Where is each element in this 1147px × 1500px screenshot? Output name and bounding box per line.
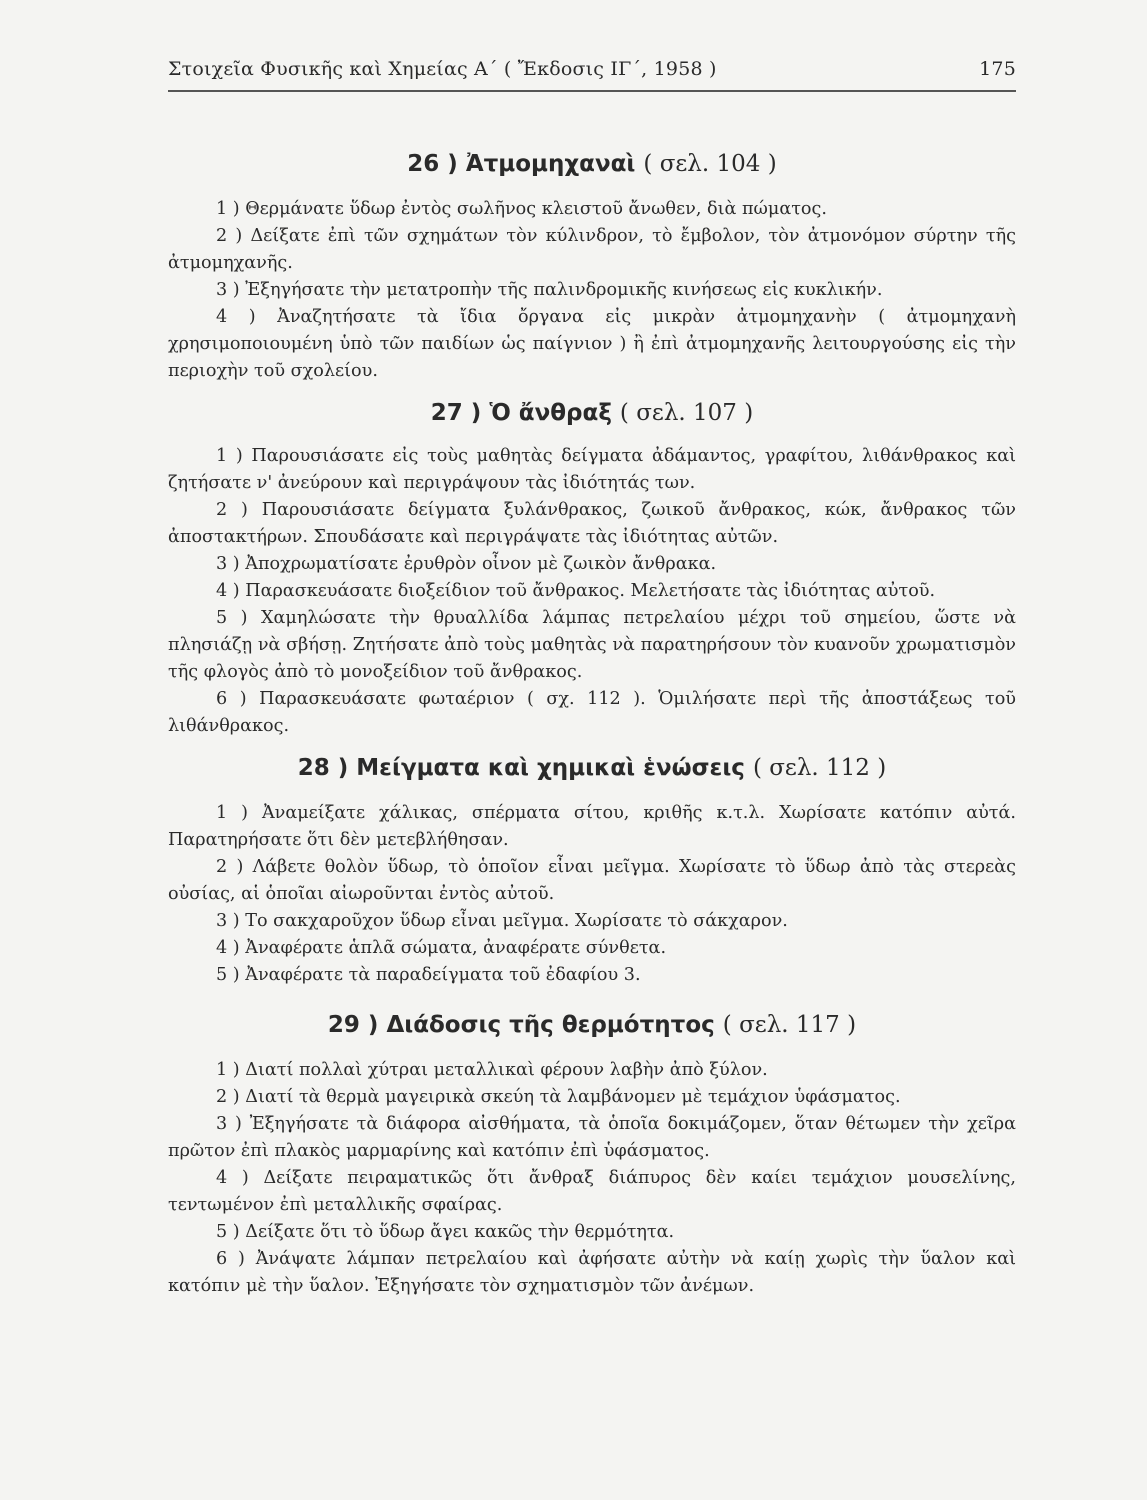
page-reference: ( σελ. 117 ) — [722, 1011, 857, 1038]
section-heading — [168, 399, 1016, 429]
exercise-item: 3 ) Ἐξηγήσατε τὰ διάφορα αἰσθήματα, τὰ ὁποῖα δοκιμάζομεν, ὅταν θέτωμεν τὴν χεῖρα πρῶτον ἐπὶ πλακὸς μαρμαρίνης καὶ κατόπιν ἐπὶ ὑφάσματος. — [168, 1113, 1016, 1161]
section-27 — [168, 399, 1016, 740]
exercise-item: 1 ) Παρουσιάσατε εἰς τοὺς μαθητὰς δείγματα ἀδάμαντος, γραφίτου, λιθάνθρακος καὶ ζητήσατε ν' ἀνεύρουν καὶ περιγράψουν τὰς ἰδιότητάς των. — [168, 445, 1016, 493]
exercise-item: 2 ) Λάβετε θολὸν ὕδωρ, τὸ ὁποῖον εἶναι μεῖγμα. Χωρίσατε τὸ ὕδωρ ἀπὸ τὰς στερεὰς οὐσίας, αἱ ὁποῖαι αἰωροῦνται ἐντὸς αὐτοῦ. — [168, 856, 1016, 904]
exercise-item: 6 ) Ἀνάψατε λάμπαν πετρελαίου καὶ ἀφήσατε αὐτὴν νὰ καίῃ χωρὶς τὴν ὕαλον καὶ κατόπιν μὲ τὴν ὕαλον. Ἐξηγήσατε τὸν σχηματισμὸν τῶν ἀνέμων. — [168, 1248, 1016, 1296]
page-reference: ( σελ. 104 ) — [643, 151, 777, 177]
exercise-item: 3 ) Ἐξηγήσατε τὴν μετατροπὴν τῆς παλινδρομικῆς κινήσεως εἰς κυκλικήν. — [216, 279, 883, 300]
page-reference: ( σελ. 107 ) — [619, 399, 754, 426]
section-title: 28 ) Μείγματα καὶ χημικαὶ ἑνώσεις — [297, 754, 745, 781]
exercise-item: 6 ) Παρασκευάσατε φωταέριον ( σχ. 112 ). Ὁμιλήσατε περὶ τῆς ἀποστάξεως τοῦ λιθάνθρακος. — [168, 688, 1016, 736]
exercise-item: 5 ) Χαμηλώσατε τὴν θρυαλλίδα λάμπας πετρελαίου μέχρι τοῦ σημείου, ὥστε νὰ πλησιάζῃ νὰ σβήσῃ. Ζητήσατε ἀπὸ τοὺς μαθητὰς νὰ παρατηρήσουν τὸν κυανοῦν χρωματισμὸν τῆς φλογὸς ἀπὸ τὸ μονοξείδιον τοῦ ἄνθρακος. — [168, 607, 1016, 682]
exercise-item: 1 ) Ἀναμείξατε χάλικας, σπέρματα σίτου, κριθῆς κ.τ.λ. Χωρίσατε κατόπιν αὐτά. Παρατηρήσατε ὅτι δὲν μετεβλήθησαν. — [168, 802, 1016, 850]
section-28 — [168, 754, 1016, 989]
exercise-list — [168, 800, 1016, 989]
exercise-item: 2 ) Διατί τὰ θερμὰ μαγειρικὰ σκεύη τὰ λαμβάνομεν μὲ τεμάχιον ὑφάσματος. — [216, 1086, 901, 1107]
section-heading — [168, 150, 1016, 180]
page-number: 175 — [979, 58, 1016, 80]
exercise-item: 2 ) Παρουσιάσατε δείγματα ξυλάνθρακος, ζωικοῦ ἄνθρακος, κώκ, ἄνθρακος τῶν ἀποστακτήρων. Σπουδάσατε καὶ περιγράψατε τὰς ἰδιότητας αὐτῶν. — [168, 499, 1016, 547]
section-title: 26 ) Ἀτμομηχαναὶ — [407, 151, 636, 177]
exercise-item: 1 ) Διατί πολλαὶ χύτραι μεταλλικαὶ φέρουν λαβὴν ἀπὸ ξύλον. — [216, 1059, 768, 1080]
section-26 — [168, 150, 1016, 385]
section-title: 29 ) Διάδοσις τῆς θερμότητος — [327, 1011, 715, 1038]
exercise-item: 4 ) Δείξατε πειραματικῶς ὅτι ἄνθραξ διάπυρος δὲν καίει τεμάχιον μουσελίνης, τεντωμένον ἐπὶ μεταλλικῆς σφαίρας. — [168, 1167, 1016, 1215]
exercise-item: 2 ) Δείξατε ἐπὶ τῶν σχημάτων τὸν κύλινδρον, τὸ ἔμβολον, τὸν ἀτμονόμον σύρτην τῆς ἀτμομηχανῆς. — [168, 225, 1016, 273]
exercise-item: 1 ) Θερμάνατε ὕδωρ ἐντὸς σωλῆνος κλειστοῦ ἄνωθεν, διὰ πώματος. — [216, 198, 827, 219]
exercise-list — [168, 1057, 1016, 1300]
exercise-list — [168, 443, 1016, 740]
running-header — [168, 58, 1016, 92]
section-heading — [168, 1011, 1016, 1041]
section-29 — [168, 1011, 1016, 1300]
document-page — [168, 58, 1016, 1300]
exercise-item: 5 ) Δείξατε ὅτι τὸ ὕδωρ ἄγει κακῶς τὴν θερμότητα. — [216, 1221, 675, 1242]
exercise-item: 3 ) Ἀποχρωματίσατε ἐρυθρὸν οἶνον μὲ ζωικὸν ἄνθρακα. — [216, 553, 717, 574]
page-reference: ( σελ. 112 ) — [752, 754, 887, 781]
exercise-item: 4 ) Ἀναφέρατε ἁπλᾶ σώματα, ἀναφέρατε σύνθετα. — [216, 937, 667, 958]
exercise-item: 5 ) Ἀναφέρατε τὰ παραδείγματα τοῦ ἐδαφίου 3. — [216, 964, 641, 985]
exercise-list — [168, 196, 1016, 385]
section-title: 27 ) Ὁ ἄνθραξ — [430, 399, 612, 426]
exercise-item: 3 ) Το σακχαροῦχον ὕδωρ εἶναι μεῖγμα. Χωρίσατε τὸ σάκχαρον. — [216, 910, 788, 931]
exercise-item: 4 ) Παρασκευάσατε διοξείδιον τοῦ ἄνθρακος. Μελετήσατε τὰς ἰδιότητας αὐτοῦ. — [216, 580, 936, 601]
exercise-item: 4 ) Ἀναζητήσατε τὰ ἴδια ὄργανα εἰς μικρὰν ἀτμομηχανὴν ( ἀτμομηχανὴ χρησιμοποιουμένη ὑπὸ τῶν παιδίων ὡς παίγνιον ) ἢ ἐπὶ ἀτμομηχανῆς λειτουργούσης εἰς τὴν περιοχὴν τοῦ σχολείου. — [168, 306, 1016, 381]
book-title: Στοιχεῖα Φυσικῆς καὶ Χημείας Α΄ ( Ἔκδοσις ΙΓ΄, 1958 ) — [168, 58, 717, 80]
section-heading — [168, 754, 1016, 784]
